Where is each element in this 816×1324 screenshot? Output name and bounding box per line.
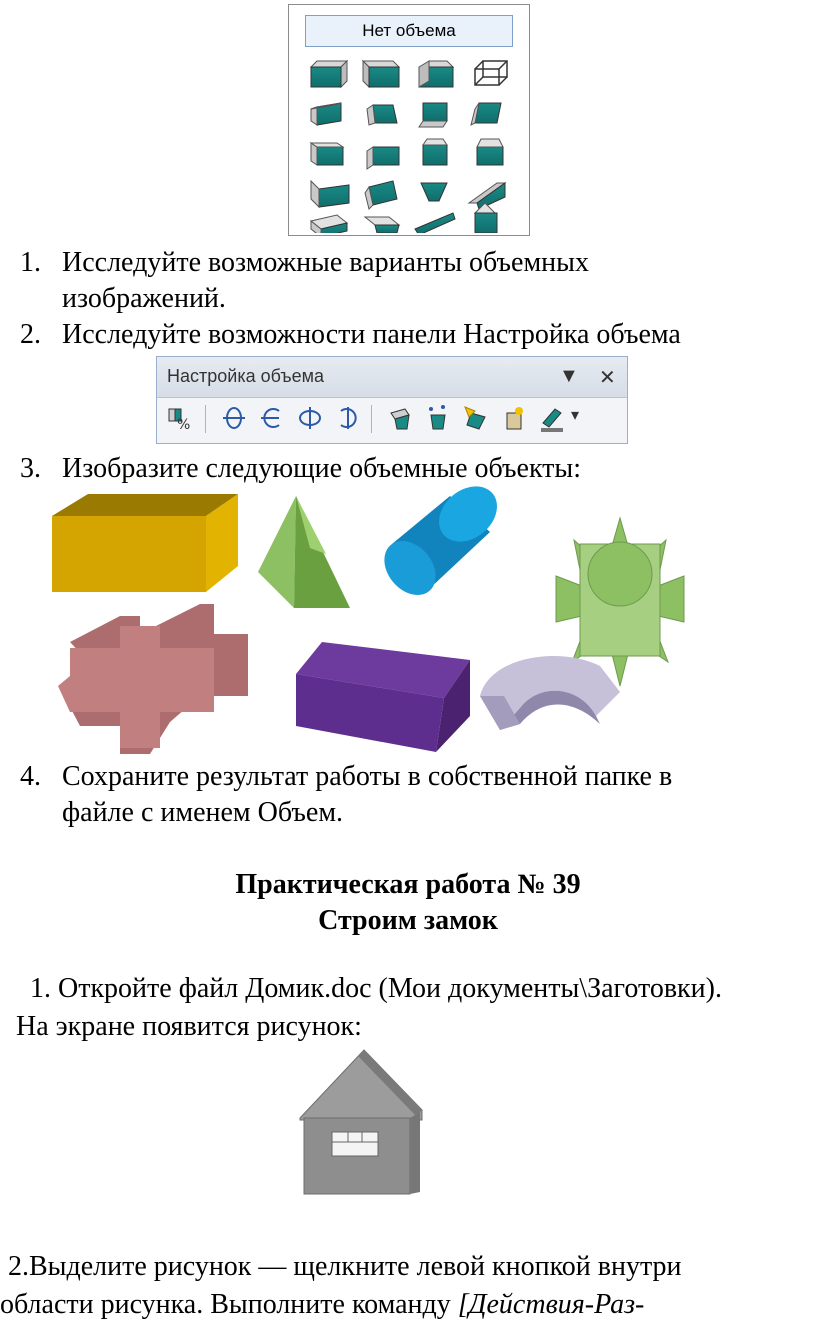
wireframe-box-icon[interactable] <box>475 61 507 85</box>
3d-style-option[interactable] <box>311 215 347 233</box>
tilt-right-icon[interactable] <box>333 403 363 433</box>
surface-icon[interactable] <box>499 403 529 433</box>
list-number: 4. <box>20 761 41 792</box>
toolbar-separator <box>205 405 206 433</box>
list-number: 1. <box>20 247 41 278</box>
tilt-up-icon[interactable] <box>257 403 287 433</box>
tilt-down-icon[interactable] <box>219 403 249 433</box>
list-item-text: Изобразите следующие объемные объекты: <box>62 453 582 484</box>
toolbar-titlebar[interactable] <box>157 357 627 398</box>
section-title: Практическая работа № 39 <box>235 869 581 900</box>
step-text-part: области рисунка. Выполните команду <box>0 1289 458 1320</box>
3d-style-option[interactable] <box>365 181 397 209</box>
3d-style-option[interactable] <box>367 105 397 125</box>
3d-style-gallery <box>288 4 530 236</box>
3d-style-grid <box>289 53 529 233</box>
list-item-text: изображений. <box>62 283 226 314</box>
section-subtitle: Строим замок <box>318 905 498 936</box>
direction-icon[interactable] <box>423 403 453 433</box>
lavender-arch-shape <box>480 656 620 730</box>
pink-cross-shape <box>58 604 248 754</box>
green-prism-shape <box>258 496 350 608</box>
3d-style-option[interactable] <box>311 143 343 165</box>
svg-text:%: % <box>177 417 191 433</box>
3d-shapes-figure <box>0 486 816 756</box>
toggle-3d-icon[interactable] <box>165 403 195 433</box>
step-text: 1. Откройте файл Домик.doc (Мои документы\Заготовки). <box>30 973 722 1004</box>
chevron-down-icon[interactable]: ▾ <box>571 407 580 424</box>
toolbar-separator <box>371 405 372 433</box>
3d-style-option[interactable] <box>311 103 341 125</box>
chevron-down-icon[interactable]: ▼ <box>559 365 579 387</box>
3d-color-icon[interactable] <box>537 403 567 433</box>
list-number: 3. <box>20 453 41 484</box>
tilt-left-icon[interactable] <box>295 403 325 433</box>
blue-cylinder-shape <box>374 486 508 605</box>
3d-style-option[interactable] <box>367 147 399 169</box>
3d-style-option[interactable] <box>419 61 453 87</box>
step-text <box>0 1288 644 1322</box>
list-item-text: Исследуйте возможности панели Настройка объема <box>62 319 681 350</box>
purple-box-shape <box>296 642 470 752</box>
step-text: На экране появится рисунок: <box>16 1011 362 1042</box>
list-item-text: файле с именем Объем. <box>62 797 344 828</box>
gold-box-shape <box>52 494 238 592</box>
list-number: 2. <box>20 319 41 350</box>
3d-style-option[interactable] <box>421 183 447 201</box>
house-figure <box>296 1046 426 1198</box>
3d-settings-toolbar <box>156 356 628 444</box>
close-icon[interactable]: ✕ <box>599 367 616 389</box>
3d-style-option[interactable] <box>419 103 447 127</box>
list-item-text: Сохраните результат работы в собственной папке в <box>62 761 673 792</box>
3d-style-option[interactable] <box>311 61 347 87</box>
no-volume-button[interactable]: Нет объема <box>305 15 513 47</box>
toolbar-title: Настройка объема <box>167 366 324 386</box>
list-item-text: Исследуйте возможные варианты объемных <box>62 247 589 278</box>
3d-style-option[interactable] <box>423 139 447 165</box>
menu-command-text: [Действия-Раз- <box>457 1289 645 1320</box>
3d-style-option[interactable] <box>471 103 501 125</box>
3d-style-option[interactable] <box>415 213 455 233</box>
depth-icon[interactable] <box>385 403 415 433</box>
3d-style-option[interactable] <box>363 61 399 87</box>
3d-style-option[interactable] <box>365 217 399 233</box>
step-text: 2.Выделите рисунок — щелкните левой кнопкой внутри <box>8 1251 682 1282</box>
3d-style-option[interactable] <box>311 181 349 207</box>
lighting-icon[interactable] <box>461 403 491 433</box>
3d-style-option[interactable] <box>477 139 503 165</box>
